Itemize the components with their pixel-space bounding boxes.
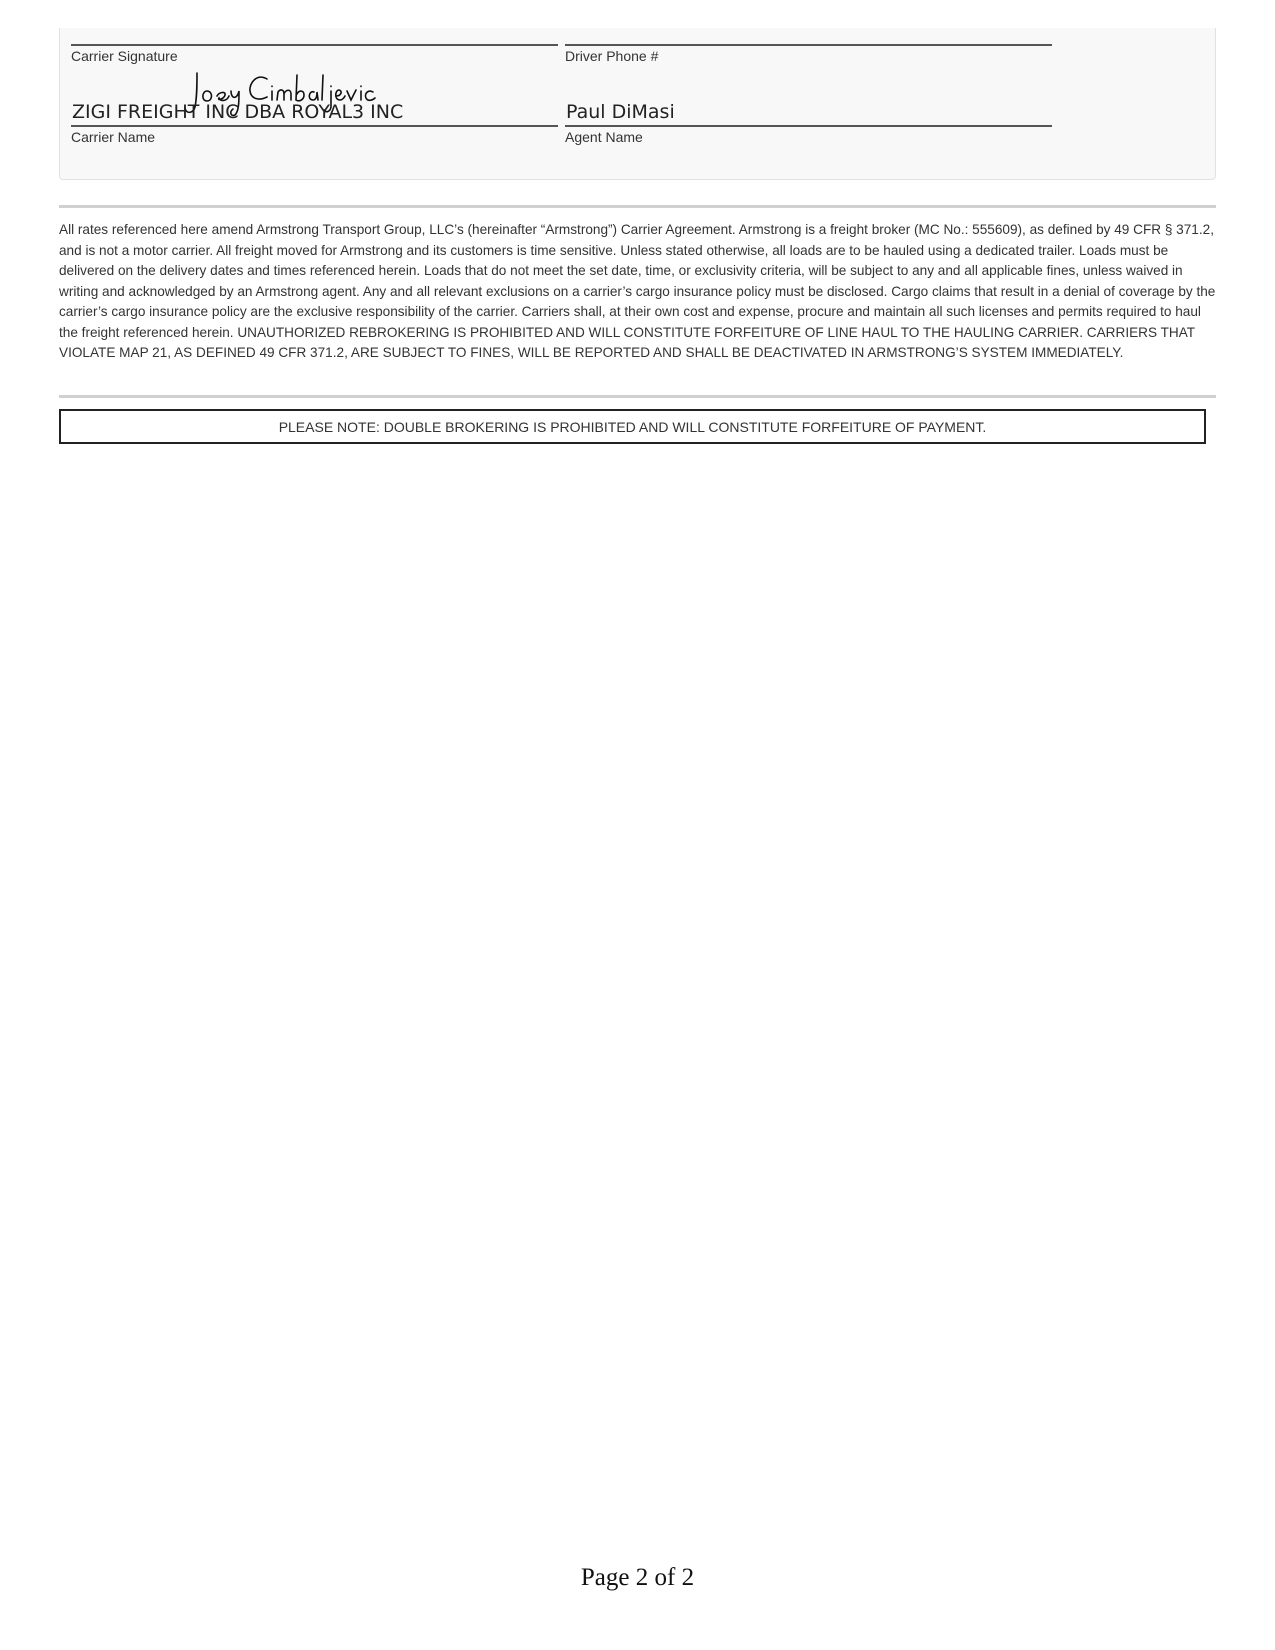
carrier-signature-field[interactable] bbox=[71, 44, 558, 65]
disclaimer-text: All rates referenced here amend Armstrong Transport Group, LLC’s (hereinafter “Armstrong”) Carrier Agreement. Armstrong is a freight broker (MC No.: 555609), as defined by 49 CFR § 371.2, and is not a motor carrier. All freight moved for Armstrong and its customers is time sensitive. Unless stated otherwise, all loads are to be hauled using a dedicated trailer. Loads must be delivered on the delivery dates and times referenced herein. Loads that do not meet the set date, time, or exclusivity criteria, will be subject to any and all applicable fines, unless waived in writing and acknowledged by an Armstrong agent. Any and all relevant exclusions on a carrier’s cargo insurance policy must be disclosed. Cargo claims that result in a denial of coverage by the carrier’s cargo insurance policy are the exclusive responsibility of the carrier. Carriers shall, at their own cost and expense, procure and maintain all such licenses and permits required to haul the freight referenced herein. UNAUTHORIZED REBROKERING IS PROHIBITED AND WILL CONSTITUTE FORFEITURE OF LINE HAUL TO THE HAULING CARRIER. CARRIERS THAT VIOLATE MAP 21, AS DEFINED 49 CFR 371.2, ARE SUBJECT TO FINES, WILL BE REPORTED AND SHALL BE DEACTIVATED IN ARMSTRONG’S SYSTEM IMMEDIATELY. bbox=[59, 222, 1216, 360]
double-brokering-notice bbox=[59, 409, 1206, 444]
divider-bottom bbox=[59, 395, 1216, 398]
notice-text: PLEASE NOTE: DOUBLE BROKERING IS PROHIBITED AND WILL CONSTITUTE FORFEITURE OF PAYMENT. bbox=[278, 418, 987, 435]
carrier-signature-label: Carrier Signature bbox=[71, 48, 178, 64]
carrier-name-line bbox=[71, 125, 558, 127]
signature-panel bbox=[59, 28, 1216, 180]
carrier-name-label: Carrier Name bbox=[71, 129, 156, 145]
driver-phone-line bbox=[565, 44, 1052, 46]
carrier-name-value: ZIGI FREIGHT INC DBA ROYAL3 INC bbox=[72, 101, 404, 123]
carrier-signature-line bbox=[71, 44, 558, 46]
agent-name-label: Agent Name bbox=[565, 129, 643, 145]
agent-name-field[interactable] bbox=[565, 101, 1052, 146]
driver-phone-label: Driver Phone # bbox=[565, 48, 659, 64]
driver-phone-field[interactable] bbox=[565, 44, 1052, 65]
agent-name-line bbox=[565, 125, 1052, 127]
agent-name-value: Paul DiMasi bbox=[566, 101, 675, 123]
page-number: Page 2 of 2 bbox=[580, 1564, 695, 1591]
carrier-name-field[interactable] bbox=[71, 101, 558, 146]
divider-top bbox=[59, 205, 1216, 208]
